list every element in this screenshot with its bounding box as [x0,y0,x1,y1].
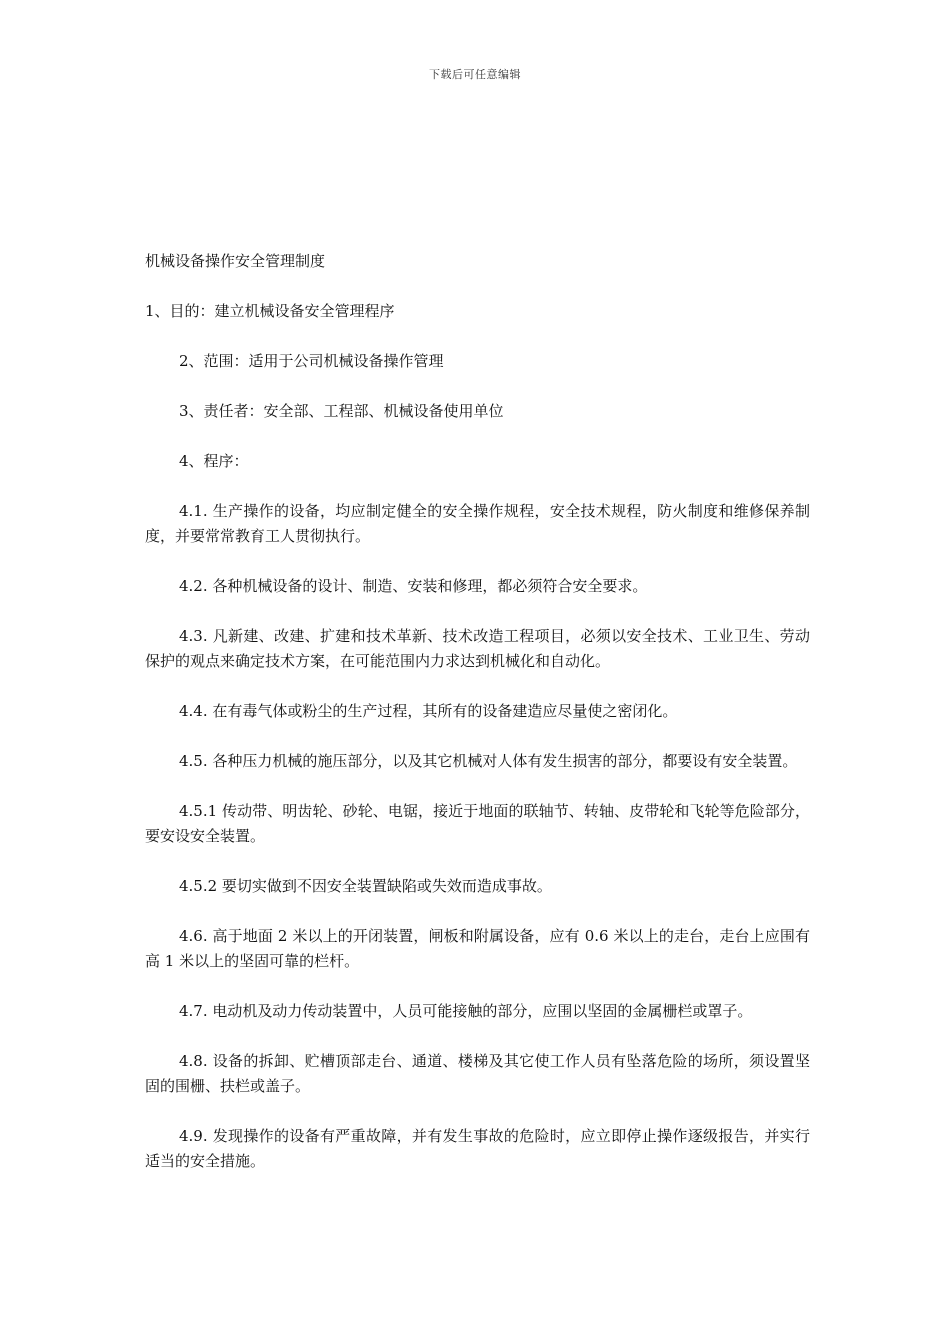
paragraph-p4-6: 4.6. 高于地面 2 米以上的开闭装置，闸板和附属设备，应有 0.6 米以上的走台，走台上应围有高 1 米以上的坚固可靠的栏杆。 [145,927,810,970]
paragraph-p4-5-1: 4.5.1 传动带、明齿轮、砂轮、电锯，接近于地面的联轴节、转轴、皮带轮和飞轮等危险部分，要安设安全装置。 [145,802,810,845]
document-title: 机械设备操作安全管理制度 [145,252,326,270]
page-header-note: 下载后可任意编辑 [429,68,521,81]
paragraph-p4-8: 4.8. 设备的拆卸、贮槽顶部走台、通道、楼梯及其它使工作人员有坠落危险的场所，须设置坚固的围栅、扶栏或盖子。 [145,1052,810,1095]
paragraph-list [145,299,810,1174]
paragraph-p4-2: 4.2. 各种机械设备的设计、制造、安装和修理，都必须符合安全要求。 [179,577,648,595]
paragraph-p4-7: 4.7. 电动机及动力传动装置中，人员可能接触的部分，应围以坚固的金属栅栏或罩子。 [179,1002,753,1020]
paragraph-p4-3: 4.3. 凡新建、改建、扩建和技术革新、技术改造工程项目，必须以安全技术、工业卫生、劳动保护的观点来确定技术方案，在可能范围内力求达到机械化和自动化。 [145,627,810,670]
paragraph-p2: 2、范围：适用于公司机械设备操作管理 [179,352,444,370]
paragraph-p4-4: 4.4. 在有毒气体或粉尘的生产过程，其所有的设备建造应尽量使之密闭化。 [179,702,678,720]
paragraph-p4-5-2: 4.5.2 要切实做到不因安全装置缺陷或失效而造成事故。 [179,877,552,895]
paragraph-p3: 3、责任者：安全部、工程部、机械设备使用单位 [179,402,504,420]
paragraph-p4-9: 4.9. 发现操作的设备有严重故障，并有发生事故的危险时，应立即停止操作逐级报告，并实行适当的安全措施。 [145,1127,810,1170]
document-body [145,249,810,1199]
paragraph-p4-1: 4.1. 生产操作的设备，均应制定健全的安全操作规程，安全技术规程，防火制度和维修保养制度，并要常常教育工人贯彻执行。 [145,502,810,545]
paragraph-p4: 4、程序： [179,452,249,470]
paragraph-p1: 1、目的：建立机械设备安全管理程序 [145,302,395,320]
paragraph-p4-5: 4.5. 各种压力机械的施压部分，以及其它机械对人体有发生损害的部分，都要设有安全装置。 [179,752,798,770]
